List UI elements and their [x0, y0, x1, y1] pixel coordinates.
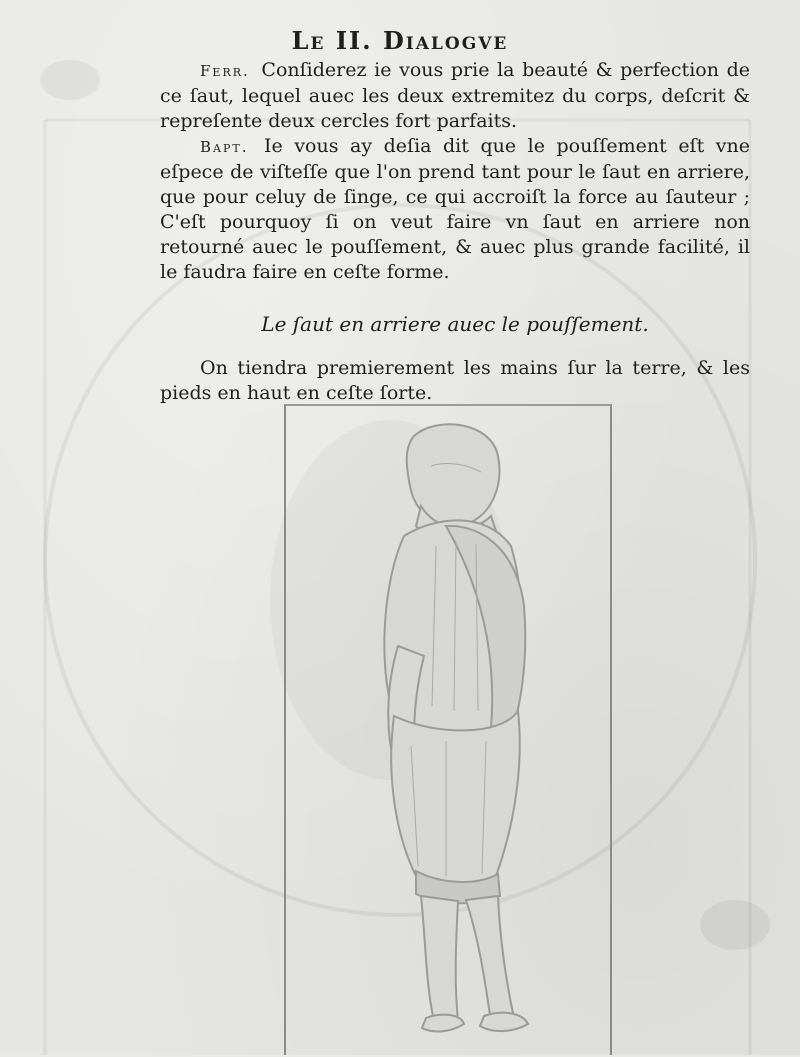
speaker-label: Ferr. — [200, 62, 250, 80]
figure-caption: Le ſaut en arriere auec le pouſſement. — [261, 312, 649, 336]
paragraph-text: Conſiderez ie vous prie la beauté & perfection de ce ſaut, lequel auec les deux extremitez du corps, deſcrit & repreſente deux cercles fort parfaits. — [160, 59, 750, 132]
paragraph-text: On tiendra premierement les mains ſur la terre, & les pieds en haut en ceſte ſorte. — [160, 357, 750, 404]
paragraph-bapt — [160, 134, 750, 285]
woodcut-figure-frame — [284, 404, 612, 1055]
paper-stain — [700, 900, 770, 950]
paragraph-text: Ie vous ay deſia dit que le pouſſement eſt vne eſpece de viſteſſe que l'on prend tant pour le ſaut en arriere, que pour celuy de ſinge, ce qui accroiſt la force au ſauteur ; C'eſt pourquoy ſi on veut faire vn ſaut en arriere non retourné auec le pouſſement, & auec plus grande facilité, il le faudra faire en ceſte forme. — [160, 135, 750, 283]
standing-man-woodcut-icon — [286, 406, 610, 1057]
paragraph-instruction — [160, 356, 750, 406]
running-title: Le II. Dialogve — [291, 26, 509, 55]
paper-stain — [40, 60, 100, 100]
speaker-label: Bapt. — [200, 138, 249, 156]
paragraph-ferr — [160, 58, 750, 134]
